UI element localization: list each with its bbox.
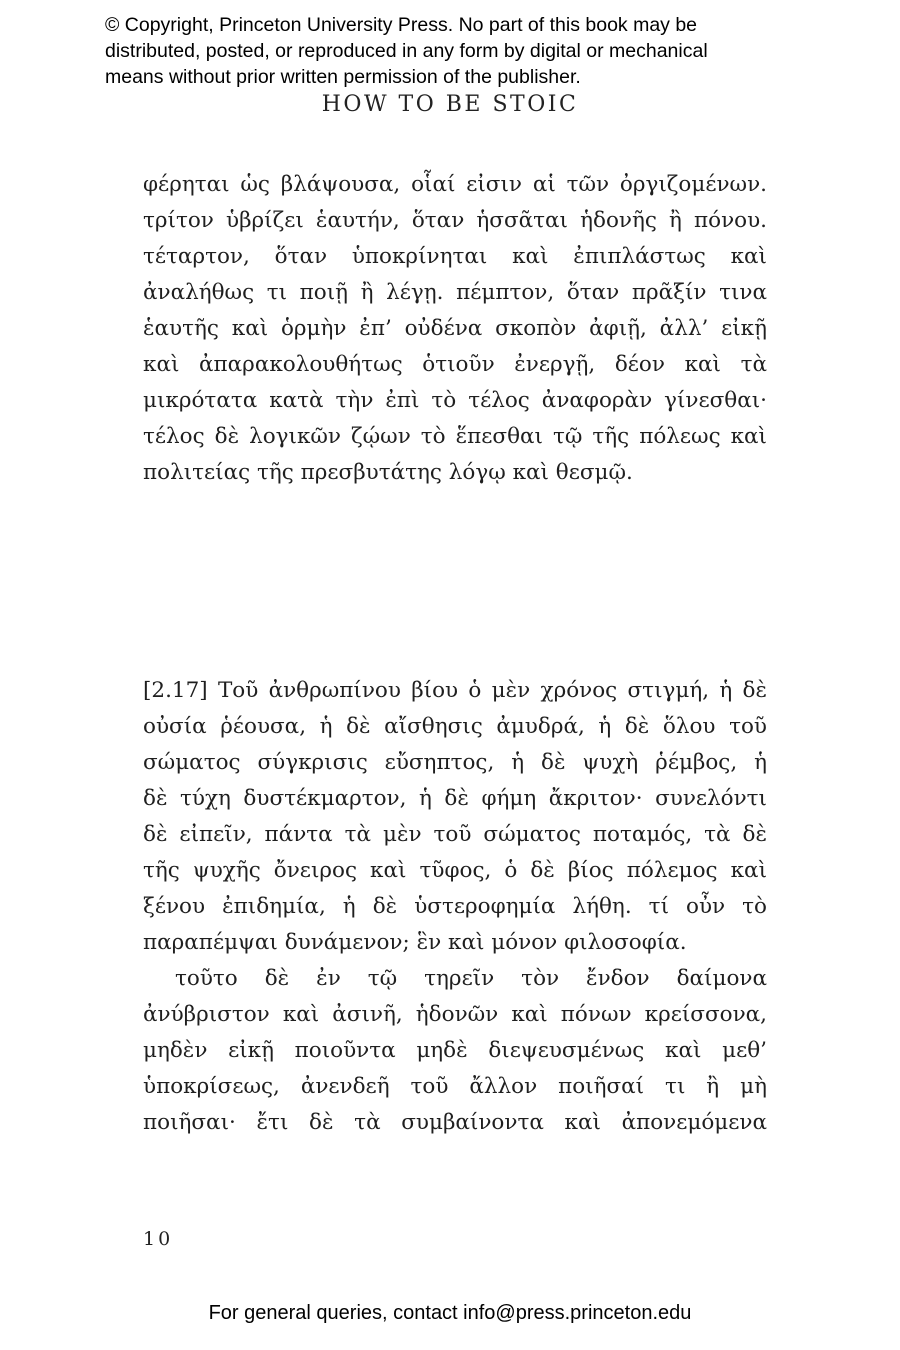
text-line: μηδὲν εἰκῇ ποιοῦντα μηδὲ διεψευσμένως καὶ μεθ’: [143, 1038, 767, 1063]
text-line: πολιτείας τῆς πρεσβυτάτης λόγῳ καὶ θεσμῷ.: [143, 460, 633, 485]
copyright-line: distributed, posted, or reproduced in any form by digital or mechanical: [105, 40, 708, 62]
greek-passage-1: [143, 167, 767, 491]
text-line: τοῦτο δὲ ἐν τῷ τηρεῖν τὸν ἔνδον δαίμονα: [175, 966, 767, 991]
copyright-notice: [105, 12, 805, 90]
page-number: 10: [143, 1228, 174, 1250]
text-line: μικρότατα κατὰ τὴν ἐπὶ τὸ τέλος ἀναφορὰν γίνεσθαι·: [143, 388, 767, 413]
text-line: φέρηται ὡς βλάψουσα, οἷαί εἰσιν αἱ τῶν ὀργιζομένων.: [143, 172, 767, 197]
running-head: HOW TO BE STOIC: [321, 92, 579, 117]
text-line: τῆς ψυχῆς ὄνειρος καὶ τῦφος, ὁ δὲ βίος πόλεμος καὶ: [143, 858, 767, 883]
text-line: ἀναλήθως τι ποιῇ ἢ λέγῃ. πέμπτον, ὅταν πρᾶξίν τινα: [143, 280, 767, 305]
copyright-line: © Copyright, Princeton University Press. No part of this book may be: [105, 14, 698, 36]
text-line: σώματος σύγκρισις εὔσηπτος, ἡ δὲ ψυχὴ ῥέμβος, ἡ: [143, 750, 767, 775]
text-line: ἑαυτῆς καὶ ὁρμὴν ἐπ’ οὐδένα σκοπὸν ἀφιῇ, ἀλλ’ εἰκῇ: [143, 316, 767, 341]
text-line: δὲ τύχη δυστέκμαρτον, ἡ δὲ φήμη ἄκριτον· συνελόντι: [143, 786, 767, 811]
text-line: οὐσία ῥέουσα, ἡ δὲ αἴσθησις ἀμυδρά, ἡ δὲ ὅλου τοῦ: [143, 714, 767, 739]
text-line: ξένου ἐπιδημία, ἡ δὲ ὑστεροφημία λήθη. τί οὖν τὸ: [143, 894, 767, 919]
greek-passage-2: [143, 673, 767, 1141]
text-line: τέταρτον, ὅταν ὑποκρίνηται καὶ ἐπιπλάστως καὶ: [143, 244, 767, 269]
text-line: τέλος δὲ λογικῶν ζῴων τὸ ἕπεσθαι τῷ τῆς πόλεως καὶ: [143, 424, 767, 449]
text-line: καὶ ἀπαρακολουθήτως ὁτιοῦν ἐνεργῇ, δέον καὶ τὰ: [143, 352, 767, 377]
footer-contact: For general queries, contact info@press.princeton.edu: [208, 1302, 692, 1324]
text-line: [2.17] Τοῦ ἀνθρωπίνου βίου ὁ μὲν χρόνος στιγμή, ἡ δὲ: [143, 678, 767, 703]
text-line: ἀνύβριστον καὶ ἀσινῆ, ἡδονῶν καὶ πόνων κρείσσονα,: [143, 1002, 767, 1027]
text-line: τρίτον ὑβρίζει ἑαυτήν, ὅταν ἡσσᾶται ἡδονῆς ἢ πόνου.: [143, 208, 767, 233]
text-line: δὲ εἰπεῖν, πάντα τὰ μὲν τοῦ σώματος ποταμός, τὰ δὲ: [143, 822, 767, 847]
text-line: ὑποκρίσεως, ἀνενδεῆ τοῦ ἄλλον ποιῆσαί τι ἢ μὴ: [143, 1074, 767, 1099]
text-line: ποιῆσαι· ἔτι δὲ τὰ συμβαίνοντα καὶ ἀπονεμόμενα: [143, 1110, 767, 1135]
copyright-line: means without prior written permission of the publisher.: [105, 66, 581, 88]
text-line: παραπέμψαι δυνάμενον; ἓν καὶ μόνον φιλοσοφία.: [143, 930, 687, 955]
